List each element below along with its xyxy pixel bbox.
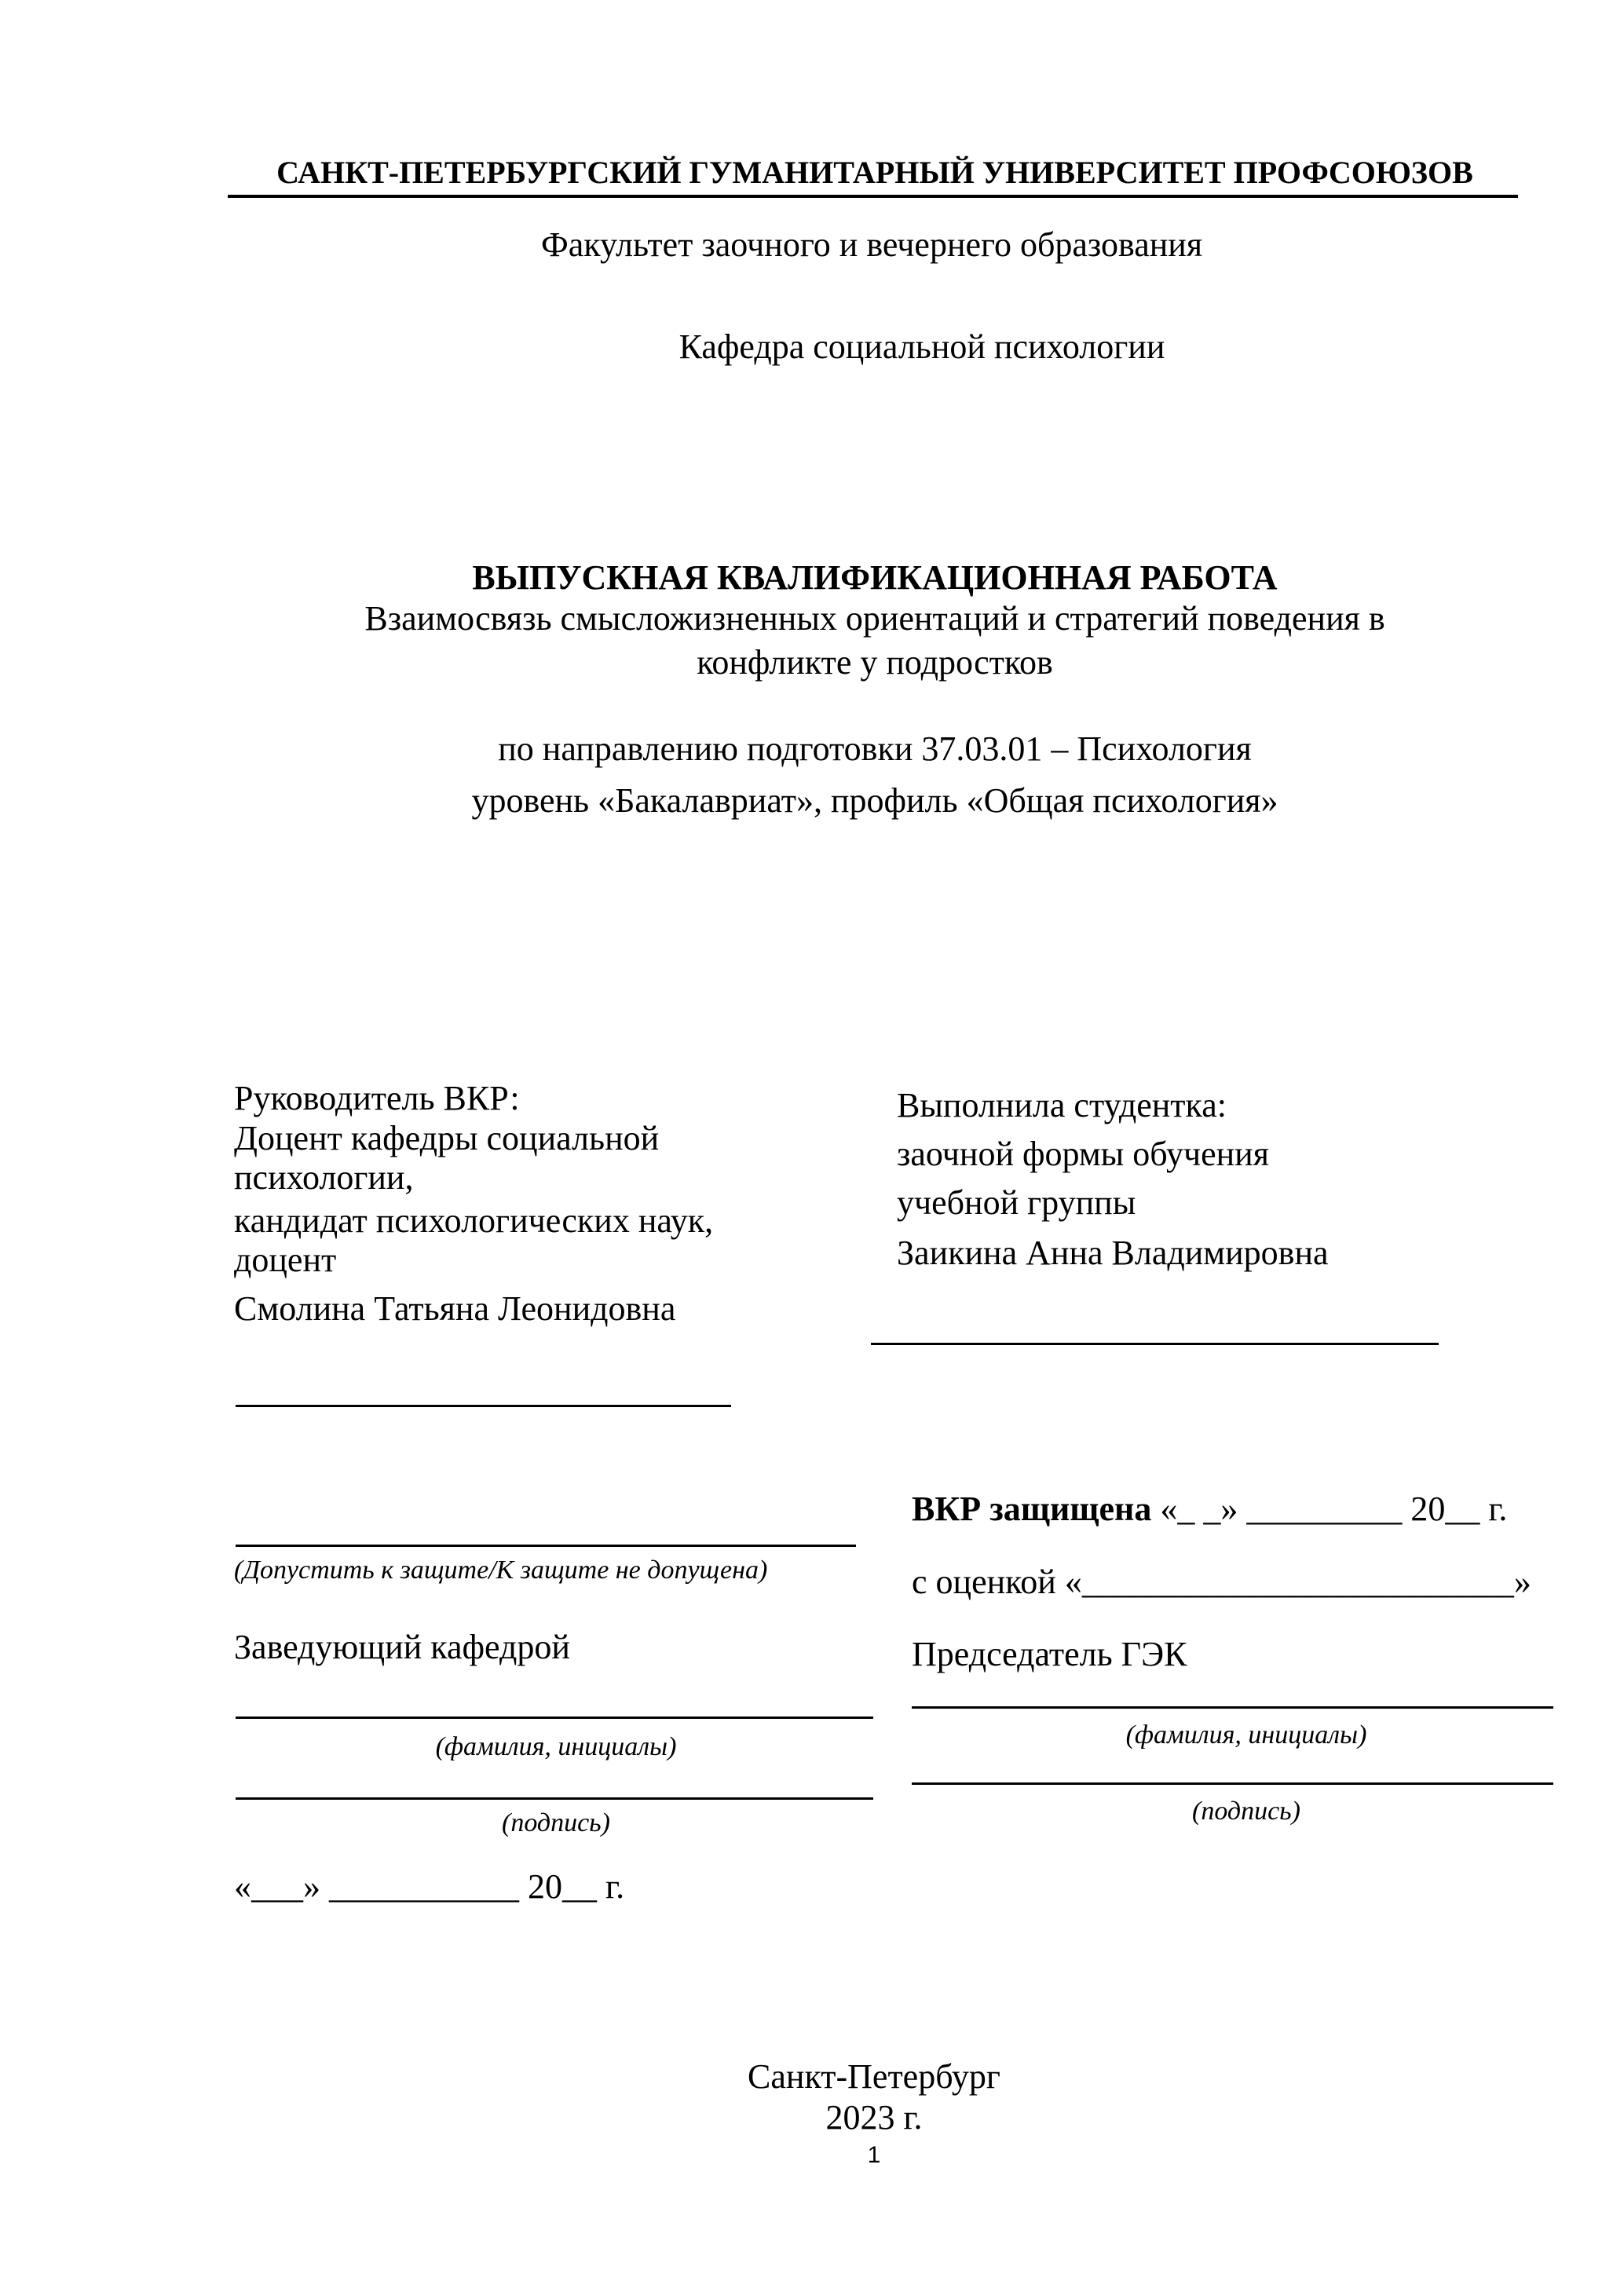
- admission-caption: (Допустить к защите/К защите не допущена): [234, 1556, 768, 1585]
- student-line: заочной формы обучения: [897, 1135, 1269, 1173]
- defense-label: ВКР защищена: [912, 1490, 1152, 1528]
- supervisor-line: доцент: [234, 1241, 337, 1279]
- department: Кафедра социальной психологии: [678, 327, 1165, 366]
- supervisor-line: Доцент кафедры социальной: [234, 1119, 660, 1157]
- supervisor-name: Смолина Татьяна Леонидовна: [234, 1289, 676, 1328]
- level-profile: уровень «Бакалавриат», профиль «Общая психология»: [471, 781, 1278, 820]
- head-name-line: [236, 1717, 873, 1719]
- head-sign-line: [236, 1797, 873, 1800]
- supervisor-line: психологии,: [234, 1158, 414, 1197]
- student-line: учебной группы: [897, 1183, 1136, 1222]
- supervisor-signature-line: [236, 1405, 731, 1407]
- chair-label: Председатель ГЭК: [912, 1635, 1187, 1673]
- chair-name-caption: (фамилия, инициалы): [1125, 1720, 1367, 1749]
- defense-line: [912, 1492, 1507, 1526]
- supervisor-label: Руководитель ВКР:: [234, 1079, 520, 1117]
- student-label: Выполнила студентка:: [897, 1086, 1227, 1124]
- chair-sign-line: [912, 1782, 1553, 1785]
- work-type: ВЫПУСКНАЯ КВАЛИФИКАЦИОННАЯ РАБОТА: [472, 558, 1278, 597]
- work-title-line2: конфликте у подростков: [697, 643, 1053, 682]
- direction: по направлению подготовки 37.03.01 – Психология: [498, 729, 1252, 768]
- chair-sign-caption: (подпись): [1192, 1797, 1300, 1826]
- university-name: САНКТ-ПЕТЕРБУРГСКИЙ ГУМАНИТАРНЫЙ УНИВЕРСИТЕТ ПРОФСОЮЗОВ: [276, 155, 1473, 190]
- page-number: 1: [867, 2142, 881, 2168]
- defense-date: «_ _» _________ 20__ г.: [1160, 1490, 1508, 1528]
- city: Санкт-Петербург: [748, 2057, 1000, 2096]
- student-name: Заикина Анна Владимировна: [897, 1234, 1329, 1272]
- supervisor-line: кандидат психологических наук,: [234, 1201, 714, 1240]
- header-rule: [228, 195, 1518, 198]
- head-label: Заведующий кафедрой: [234, 1628, 570, 1666]
- head-sign-caption: (подпись): [502, 1808, 610, 1837]
- admission-line: [236, 1545, 856, 1547]
- work-title-line1: Взаимосвязь смысложизненных ориентаций и стратегий поведения в: [364, 599, 1385, 638]
- chair-name-line: [912, 1706, 1553, 1709]
- defense-grade: с оценкой «_________________________»: [912, 1563, 1531, 1601]
- faculty: Факультет заочного и вечернего образования: [540, 225, 1203, 264]
- head-name-caption: (фамилия, инициалы): [435, 1732, 677, 1761]
- admission-date: «___» ___________ 20__ г.: [234, 1867, 625, 1906]
- student-signature-line: [871, 1343, 1439, 1345]
- year: 2023 г.: [825, 2098, 923, 2137]
